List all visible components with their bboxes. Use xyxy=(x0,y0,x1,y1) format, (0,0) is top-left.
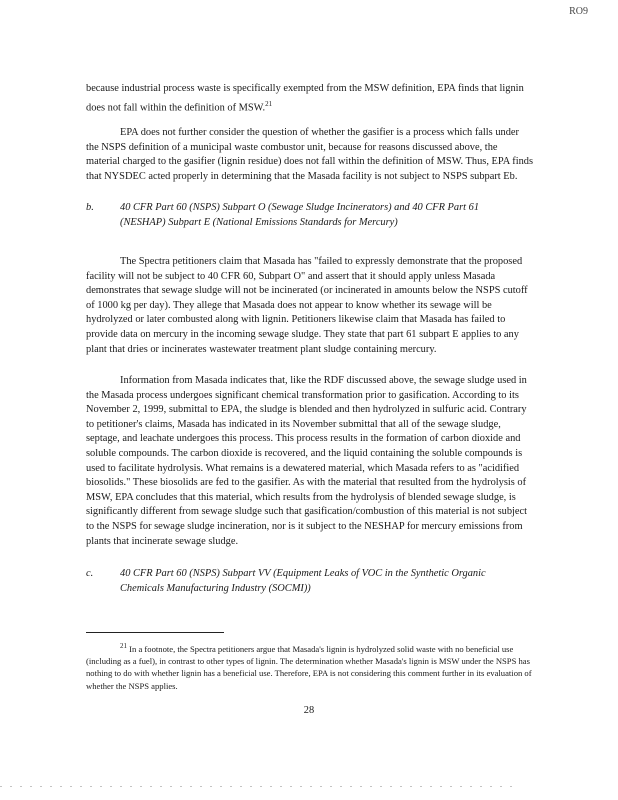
page-number: 28 xyxy=(303,705,315,716)
paragraph-lignin-msw xyxy=(86,82,534,116)
section-c-title: 40 CFR Part 60 (NSPS) Subpart VV (Equipment Leaks of VOC in the Synthetic Organic Chemicals Manufacturing Industry (SOCMI)) xyxy=(120,568,486,594)
section-c-letter: c. xyxy=(86,568,94,579)
paragraph-lignin-msw-text: because industrial process waste is specifically exempted from the MSW definition, EPA finds that lignin does not fall within the definition of MSW. xyxy=(86,83,524,114)
paragraph-masada-info: Information from Masada indicates that, like the RDF discussed above, the sewage sludge used in the Masada process undergoes significant chemical transformation prior to gasification. According to its November 2, 1999, submittal to EPA, the sludge is blended and then hydrolyzed in sulfuric acid. Contrary to petitioner's claims, Masada has indicated in its November submittal that all of the sewage sludge, septage, and leachate undergoes this process. This process results in the formation of carbon dioxide and soluble compounds. The carbon dioxide is recovered, and the liquid containing the soluble compounds is used to facilitate hydrolysis. What remains is a dewatered material, which Masada refers to as "acidified biosolids." These biosolids are fed to the gasifier. As with the material that resulted from the hydrolysis of MSW, EPA concludes that this material, which results from the hydrolysis of blended sewage sludge, is significantly different from sewage sludge such that gasification/combustion of this material is not subject to the NSPS for sewage sludge incineration, nor is it subject to the NESHAP for mercury emissions from plants that incinerate sewage sludge. xyxy=(86,375,528,547)
paragraph-spectra-claim: The Spectra petitioners claim that Masada has "failed to expressly demonstrate that the proposed facility will not be subject to 40 CFR 60, Subpart O" and assert that it should apply unless Masada demonstrates that sewage sludge will not be incinerated (or incinerated in amounts below the NSPS cutoff of 1000 kg per day). They allege that Masada does not appear to know whether its sewage will be hydrolyzed or later combusted along with lignin. Petitioners likewise claim that Masada has failed to provide data on mercury in the incoming sewage sludge. They state that part 61 subpart E applies to any plant that dries or incinerates wastewater treatment plant sludge containing mercury. xyxy=(86,256,528,355)
section-b-letter: b. xyxy=(86,202,94,213)
paragraph-gasifier: EPA does not further consider the question of whether the gasifier is a process which falls under the NSPS definition of a municipal waste combustor unit, because for reasons discussed above, the material charged to the gasifier (lignin residue) does not fall within the definition of MSW. Thus, EPA finds that NYSDEC acted properly in determining that the Masada facility is not subject to NSPS subpart Eb. xyxy=(86,127,534,182)
footnote xyxy=(86,640,534,692)
header-code: RO9 xyxy=(569,6,588,17)
footnote-text: In a footnote, the Spectra petitioners argue that Masada's lignin is hydrolyzed solid waste with no beneficial use (including as a fuel), in contrast to other types of lignin. The determination whether Masada's lignin is MSW under the NSPS has nothing to do with whether lignin has a beneficial use. Therefore, EPA is not considering this comment further in its evaluation of whether the NSPS applies. xyxy=(86,643,532,691)
bottom-dotted-line: . . . . . . . . . . . . . . . . . . . . . . . . . . . . . . . . . . . . . . . . . . . . . . . . . . . . xyxy=(0,780,515,789)
footnote-number: 21 xyxy=(120,642,127,650)
footnote-ref: 21 xyxy=(265,99,273,108)
footnote-divider xyxy=(86,632,224,633)
section-b-title: 40 CFR Part 60 (NSPS) Subpart O (Sewage Sludge Incinerators) and 40 CFR Part 61 (NESHAP) Subpart E (National Emissions Standards for Mercury) xyxy=(120,202,480,228)
